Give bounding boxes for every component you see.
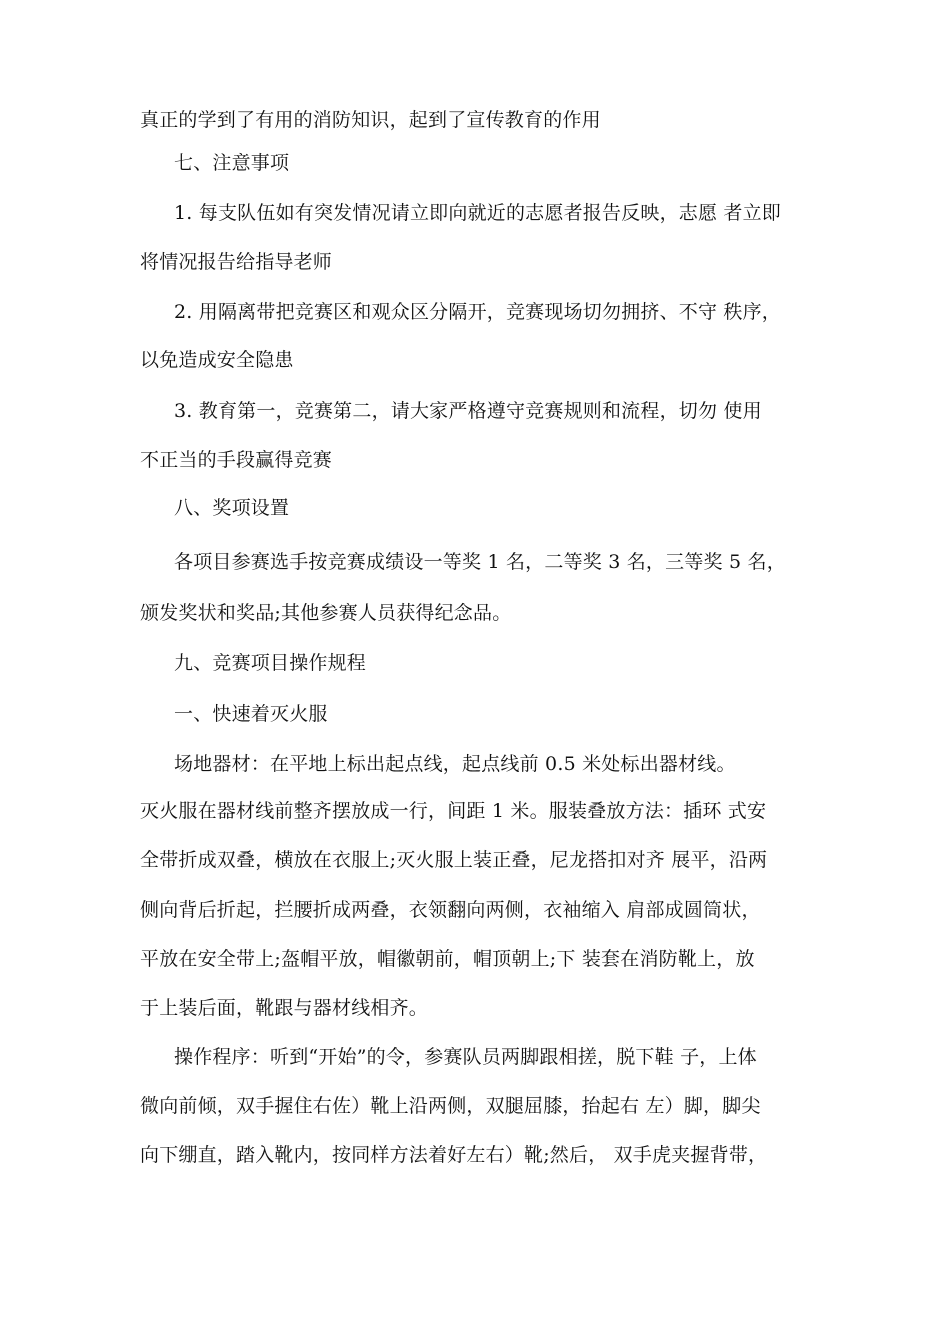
paragraph-line: 不正当的手段赢得竞赛	[140, 449, 333, 471]
paragraph-line: 将情况报告给指导老师	[140, 251, 333, 273]
paragraph-line: 真正的学到了有用的消防知识，起到了宣传教育的作用	[140, 109, 601, 131]
section-heading-8: 八、奖项设置	[174, 497, 290, 519]
paragraph-line: 灭火服在器材线前整齐摆放成一行，间距 1 米。服装叠放方法：插环 式安	[140, 800, 767, 822]
paragraph-line: 2. 用隔离带把竞赛区和观众区分隔开，竞赛现场切勿拥挤、不守 秩序，	[174, 301, 782, 323]
paragraph-line: 操作程序：听到“开始”的令，参赛队员两脚跟相搓，脱下鞋 子，上体	[174, 1046, 757, 1068]
paragraph-line: 向下绷直，踏入靴内，按同样方法着好左右）靴;然后， 双手虎夹握背带，	[140, 1144, 768, 1166]
paragraph-line: 3. 教育第一，竞赛第二，请大家严格遵守竞赛规则和流程，切勿 使用	[174, 400, 762, 422]
paragraph-line: 平放在安全带上;盔帽平放，帽徽朝前，帽顶朝上;下 装套在消防靴上，放	[140, 948, 755, 970]
paragraph-line: 以免造成安全隐患	[140, 349, 294, 371]
paragraph-line: 全带折成双叠，横放在衣服上;灭火服上装正叠，尼龙搭扣对齐 展平，沿两	[140, 849, 768, 871]
paragraph-line: 各项目参赛选手按竞赛成绩设一等奖 1 名，二等奖 3 名，三等奖 5 名，	[174, 551, 786, 573]
paragraph-line: 1. 每支队伍如有突发情况请立即向就近的志愿者报告反映，志愿 者立即	[174, 202, 782, 224]
subsection-heading: 一、快速着灭火服	[174, 703, 328, 725]
paragraph-line: 于上装后面，靴跟与器材线相齐。	[140, 997, 429, 1019]
paragraph-line: 侧向背后折起，拦腰折成两叠，衣领翻向两侧，衣袖缩入 肩部成圆筒状，	[140, 899, 761, 921]
section-heading-9: 九、竞赛项目操作规程	[174, 652, 367, 674]
paragraph-line: 微向前倾，双手握住右佐）靴上沿两侧，双腿屈膝，抬起右 左）脚，脚尖	[140, 1095, 761, 1117]
section-heading-7: 七、注意事项	[174, 152, 290, 174]
paragraph-line: 颁发奖状和奖品;其他参赛人员获得纪念品。	[140, 602, 512, 624]
paragraph-line: 场地器材：在平地上标出起点线，起点线前 0.5 米处标出器材线。	[174, 753, 736, 775]
